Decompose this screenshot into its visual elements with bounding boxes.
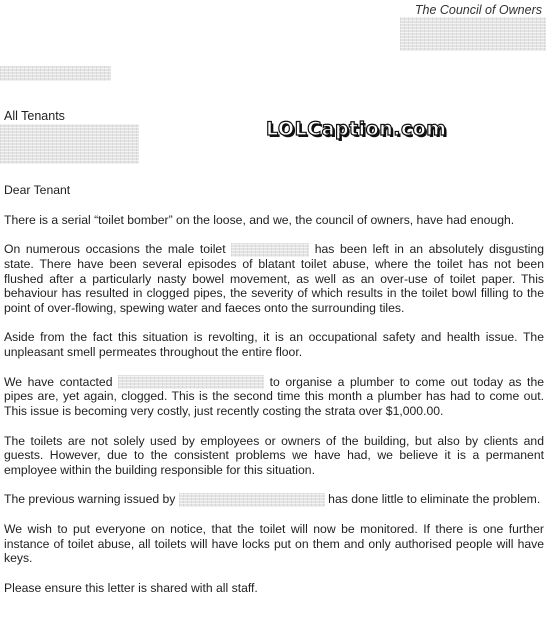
paragraph-serial-bomber: There is a serial “toilet bomber” on the loose, and we, the council of owners, have had enough. [4, 212, 515, 227]
redacted-warning-issuer [179, 493, 325, 507]
paragraph-previous-warning [4, 492, 544, 507]
paragraph-plumber [4, 375, 544, 419]
paragraph-toilet-users: The toilets are not solely used by employees or owners of the building, but also by clients and guests. However, due to the consistent problems we have had, we believe it is a permanent employee within the building responsible for this situation. [4, 433, 544, 477]
paragraph-warning-rest: has done little to eliminate the problem. [324, 492, 541, 507]
organization-name: The Council of Owners [414, 3, 542, 17]
paragraph-occasions [4, 242, 544, 315]
paragraph-plumber-lead: We have contacted [4, 374, 119, 389]
paragraph-share: Please ensure this letter is shared with all staff. [4, 580, 258, 595]
paragraph-occasions-lead: On numerous occasions the male toilet [4, 242, 232, 257]
paragraph-notice: We wish to put everyone on notice, that the toilet will now be monitored. If there is one further instance of toilet abuse, all toilets will have locks put on them and only authorised people will have keys. [4, 522, 544, 566]
paragraph-health-issue: Aside from the fact this situation is revolting, it is an occupational safety and health issue. The unpleasant smell permeates throughout the entire floor. [4, 330, 544, 359]
redacted-contact-name [118, 375, 264, 389]
paragraph-occasions-rest: has been left in an absolutely disgusting state. There have been several episodes of blatant toilet abuse, where the toilet has not been flushed after a particularly nasty bowel movement, as well as an over-use of toilet paper. This behaviour has resulted in clogged pipes, the severity of which results in the toilet bowl filling to the point of over-flowing, spewing water and faeces onto the surrounding tiles. [4, 242, 544, 315]
paragraph-plumber-rest: to organise a plumber to come out today as the pipes are, yet again, clogged. This is the second time this month a plumber has had to come out. This issue is becoming very costly, just recently costing the strata over $1,000.00. [4, 374, 544, 418]
redacted-address-block [400, 17, 546, 51]
redacted-date [0, 66, 111, 81]
letter-body [4, 183, 544, 595]
lolcaption-watermark: LOLCaption.com [266, 118, 447, 140]
recipient-label: All Tenants [4, 109, 65, 123]
paragraph-warning-lead: The previous warning issued by [4, 492, 179, 507]
salutation: Dear Tenant [4, 183, 71, 197]
redacted-recipient-details [0, 124, 139, 164]
redacted-toilet-location [231, 243, 309, 257]
